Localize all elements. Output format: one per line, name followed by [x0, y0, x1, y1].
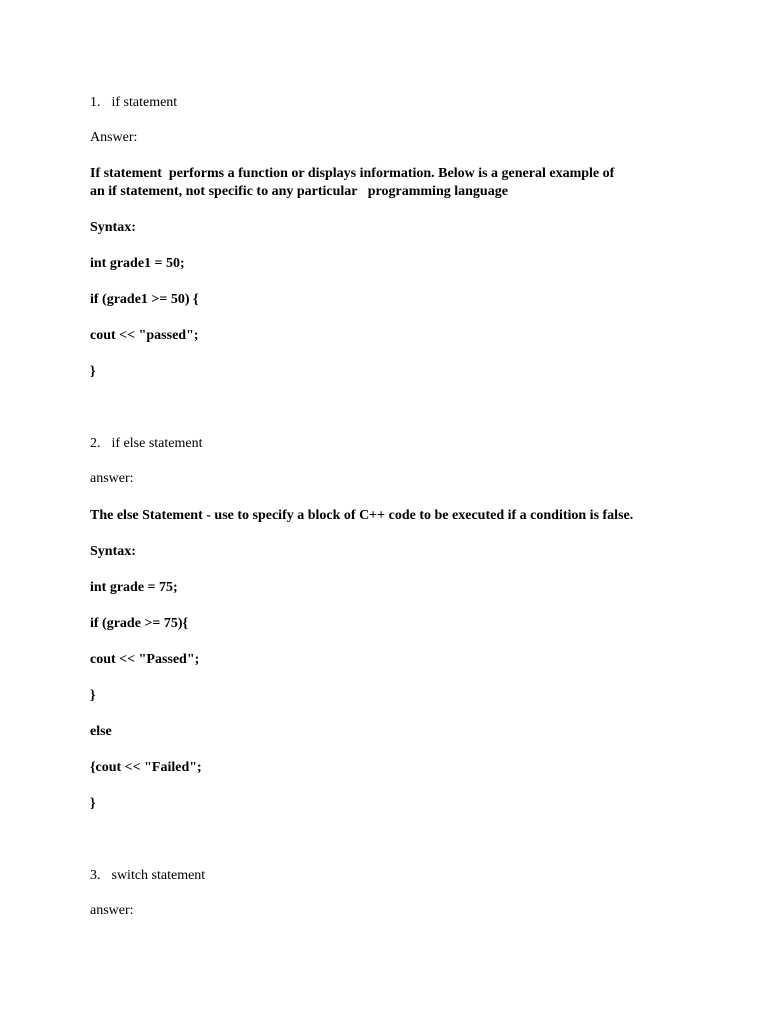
section-1-code-line: } — [90, 364, 96, 379]
section-1-number: 1. — [90, 95, 101, 110]
section-1-description-line-1: If statement performs a function or displays information. Below is a general example of — [90, 166, 615, 181]
section-1-description-line-2: an if statement, not specific to any particular programming language — [90, 184, 508, 199]
section-2-code-line: } — [90, 688, 96, 703]
section-2-answer-label: answer: — [90, 471, 134, 486]
section-1-title: if statement — [111, 95, 178, 110]
section-2-heading — [90, 435, 202, 453]
section-2-description-line-1: The else Statement - use to specify a block of C++ code to be executed if a condition is false. — [90, 508, 634, 523]
section-1-answer-label: Answer: — [90, 130, 138, 145]
section-2-syntax-label: Syntax: — [90, 544, 136, 559]
section-1-heading — [90, 94, 177, 112]
section-1-code-line: cout << "passed"; — [90, 328, 199, 343]
section-2-title: if else statement — [111, 436, 203, 451]
section-2-code-line: {cout << "Failed"; — [90, 760, 202, 775]
section-3-heading — [90, 867, 205, 885]
section-2-code-line: cout << "Passed"; — [90, 652, 200, 667]
section-2-code-line: int grade = 75; — [90, 580, 178, 595]
section-2-number: 2. — [90, 436, 101, 451]
section-1-syntax-label: Syntax: — [90, 220, 136, 235]
section-2-code-line: if (grade >= 75){ — [90, 616, 189, 631]
section-1-code-line: int grade1 = 50; — [90, 256, 185, 271]
section-1-code-line: if (grade1 >= 50) { — [90, 292, 199, 307]
section-2-code-line: } — [90, 796, 96, 811]
section-3-answer-label: answer: — [90, 903, 134, 918]
section-3-number: 3. — [90, 868, 101, 883]
section-3-title: switch statement — [111, 868, 206, 883]
section-2-code-line: else — [90, 724, 112, 739]
